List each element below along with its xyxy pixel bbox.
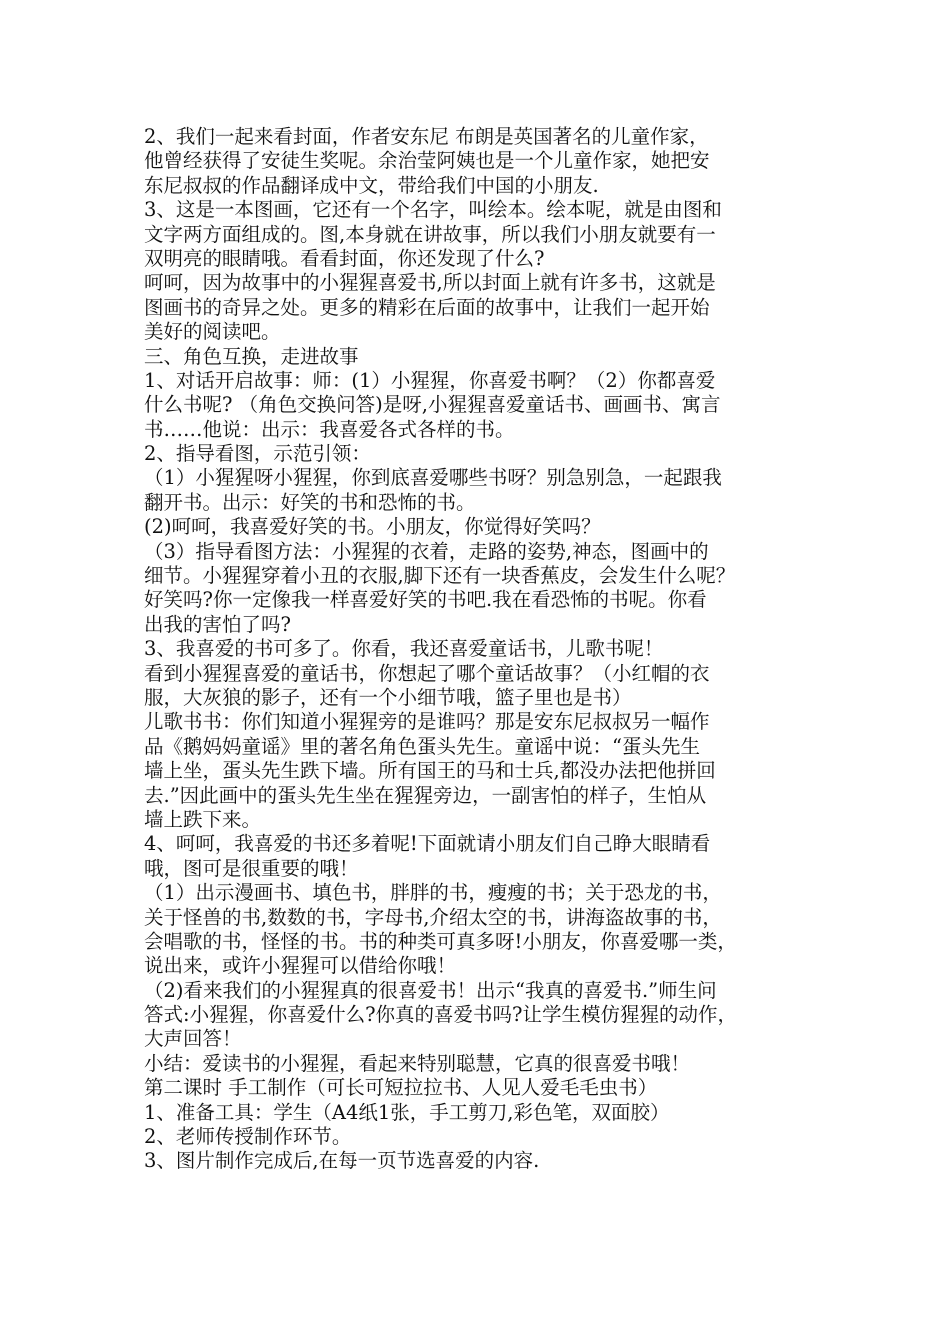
text-line: 细节。小猩猩穿着小丑的衣服,脚下还有一块香蕉皮，会发生什么呢？ (144, 564, 736, 588)
section-heading: 第二课时 手工制作（可长可短拉拉书、人见人爱毛毛虫书） (144, 1076, 658, 1100)
text-line: 图画书的奇异之处。更多的精彩在后面的故事中，让我们一起开始 (144, 295, 710, 319)
text-line: 双明亮的眼睛哦。看看封面，你还发现了什么? (144, 246, 545, 270)
text-line: 出我的害怕了吗? (144, 612, 291, 636)
text-line: （2)看来我们的小猩猩真的很喜爱书！出示“我真的喜爱书.”师生问 (144, 978, 717, 1002)
text-line: 会唱歌的书，怪怪的书。书的种类可真多呀!小朋友，你喜爱哪一类， (144, 929, 737, 953)
text-line: （1）出示漫画书、填色书，胖胖的书，瘦瘦的书；关于恐龙的书， (144, 881, 722, 905)
text-line: 大声回答！ (144, 1027, 242, 1051)
text-line: 2、指导看图，示范引领： (144, 442, 371, 466)
text-line: 他曾经获得了安徒生奖呢。余治莹阿姨也是一个儿童作家，她把安 (144, 149, 710, 173)
document-body (144, 125, 812, 1174)
text-line: 美好的阅读吧。 (144, 320, 281, 344)
text-line: 2、老师传授制作环节。 (144, 1125, 352, 1149)
text-line: （1）小猩猩呀小猩猩，你到底喜爱哪些书呀？别急别急，一起跟我 (144, 466, 722, 490)
text-line: 翻开书。出示：好笑的书和恐怖的书。 (144, 490, 476, 514)
text-line: 好笑吗?你一定像我一样喜爱好笑的书吧.我在看恐怖的书呢。你看 (144, 588, 707, 612)
text-line: 墙上跌下来。 (144, 807, 262, 831)
text-line: 呵呵，因为故事中的小猩猩喜爱书,所以封面上就有许多书，这就是 (144, 271, 716, 295)
section-heading: 三、角色互换，走进故事 (144, 344, 359, 368)
text-line: 文字两方面组成的。图,本身就在讲故事，所以我们小朋友就要有一 (144, 222, 716, 246)
text-line: （3）指导看图方法：小猩猩的衣着，走路的姿势,神态，图画中的 (144, 539, 709, 563)
text-line: (2)呵呵，我喜爱好笑的书。小朋友，你觉得好笑吗？ (144, 515, 601, 539)
text-line: 说出来，或许小猩猩可以借给你哦！ (144, 954, 457, 978)
text-line: 儿歌书书：你们知道小猩猩旁的是谁吗？那是安东尼叔叔另一幅作 (144, 710, 710, 734)
text-line: 看到小猩猩喜爱的童话书，你想起了哪个童话故事？（小红帽的衣 (144, 661, 710, 685)
text-line: 品《鹅妈妈童谣》里的著名角色蛋头先生。童谣中说：“蛋头先生 (144, 734, 700, 758)
text-line: 2、我们一起来看封面，作者安东尼 布朗是英国著名的儿童作家， (144, 125, 709, 148)
text-line: 1、对话开启故事：师：(1）小猩猩，你喜爱书啊？（2）你都喜爱 (144, 368, 716, 392)
text-line: 什么书呢? （角色交换问答)是呀,小猩猩喜爱童话书、画画书、寓言 (144, 393, 721, 417)
text-line: 东尼叔叔的作品翻译成中文，带给我们中国的小朋友. (144, 173, 599, 197)
text-line: 小结：爱读书的小猩猩，看起来特别聪慧，它真的很喜爱书哦！ (144, 1051, 691, 1075)
text-line: 去.”因此画中的蛋头先生坐在猩猩旁边，一副害怕的样子，生怕从 (144, 783, 707, 807)
text-line: 哦，图可是很重要的哦！ (144, 856, 359, 880)
text-line: 答式:小猩猩，你喜爱什么?你真的喜爱书吗?让学生模仿猩猩的动作， (144, 1003, 737, 1027)
text-line: 书……他说：出示：我喜爱各式各样的书。 (144, 417, 515, 441)
text-line: 墙上坐，蛋头先生跌下墙。所有国王的马和士兵,都没办法把他拼回 (144, 759, 716, 783)
text-line: 4、呵呵，我喜爱的书还多着呢!下面就请小朋友们自己睁大眼睛看 (144, 832, 711, 856)
text-line: 服，大灰狼的影子，还有一个小细节哦，篮子里也是书） (144, 685, 632, 709)
text-line: 3、这是一本图画，它还有一个名字，叫绘本。绘本呢，就是由图和 (144, 198, 722, 222)
text-line: 3、图片制作完成后,在每一页节选喜爱的内容. (144, 1149, 540, 1173)
text-line: 1、准备工具：学生（A4纸1张，手工剪刀,彩色笔，双面胶） (144, 1100, 670, 1124)
text-line: 关于怪兽的书,数数的书，字母书,介绍太空的书，讲海盗故事的书， (144, 905, 722, 929)
text-line: 3、我喜爱的书可多了。你看，我还喜爱童话书，儿歌书呢！ (144, 637, 664, 661)
